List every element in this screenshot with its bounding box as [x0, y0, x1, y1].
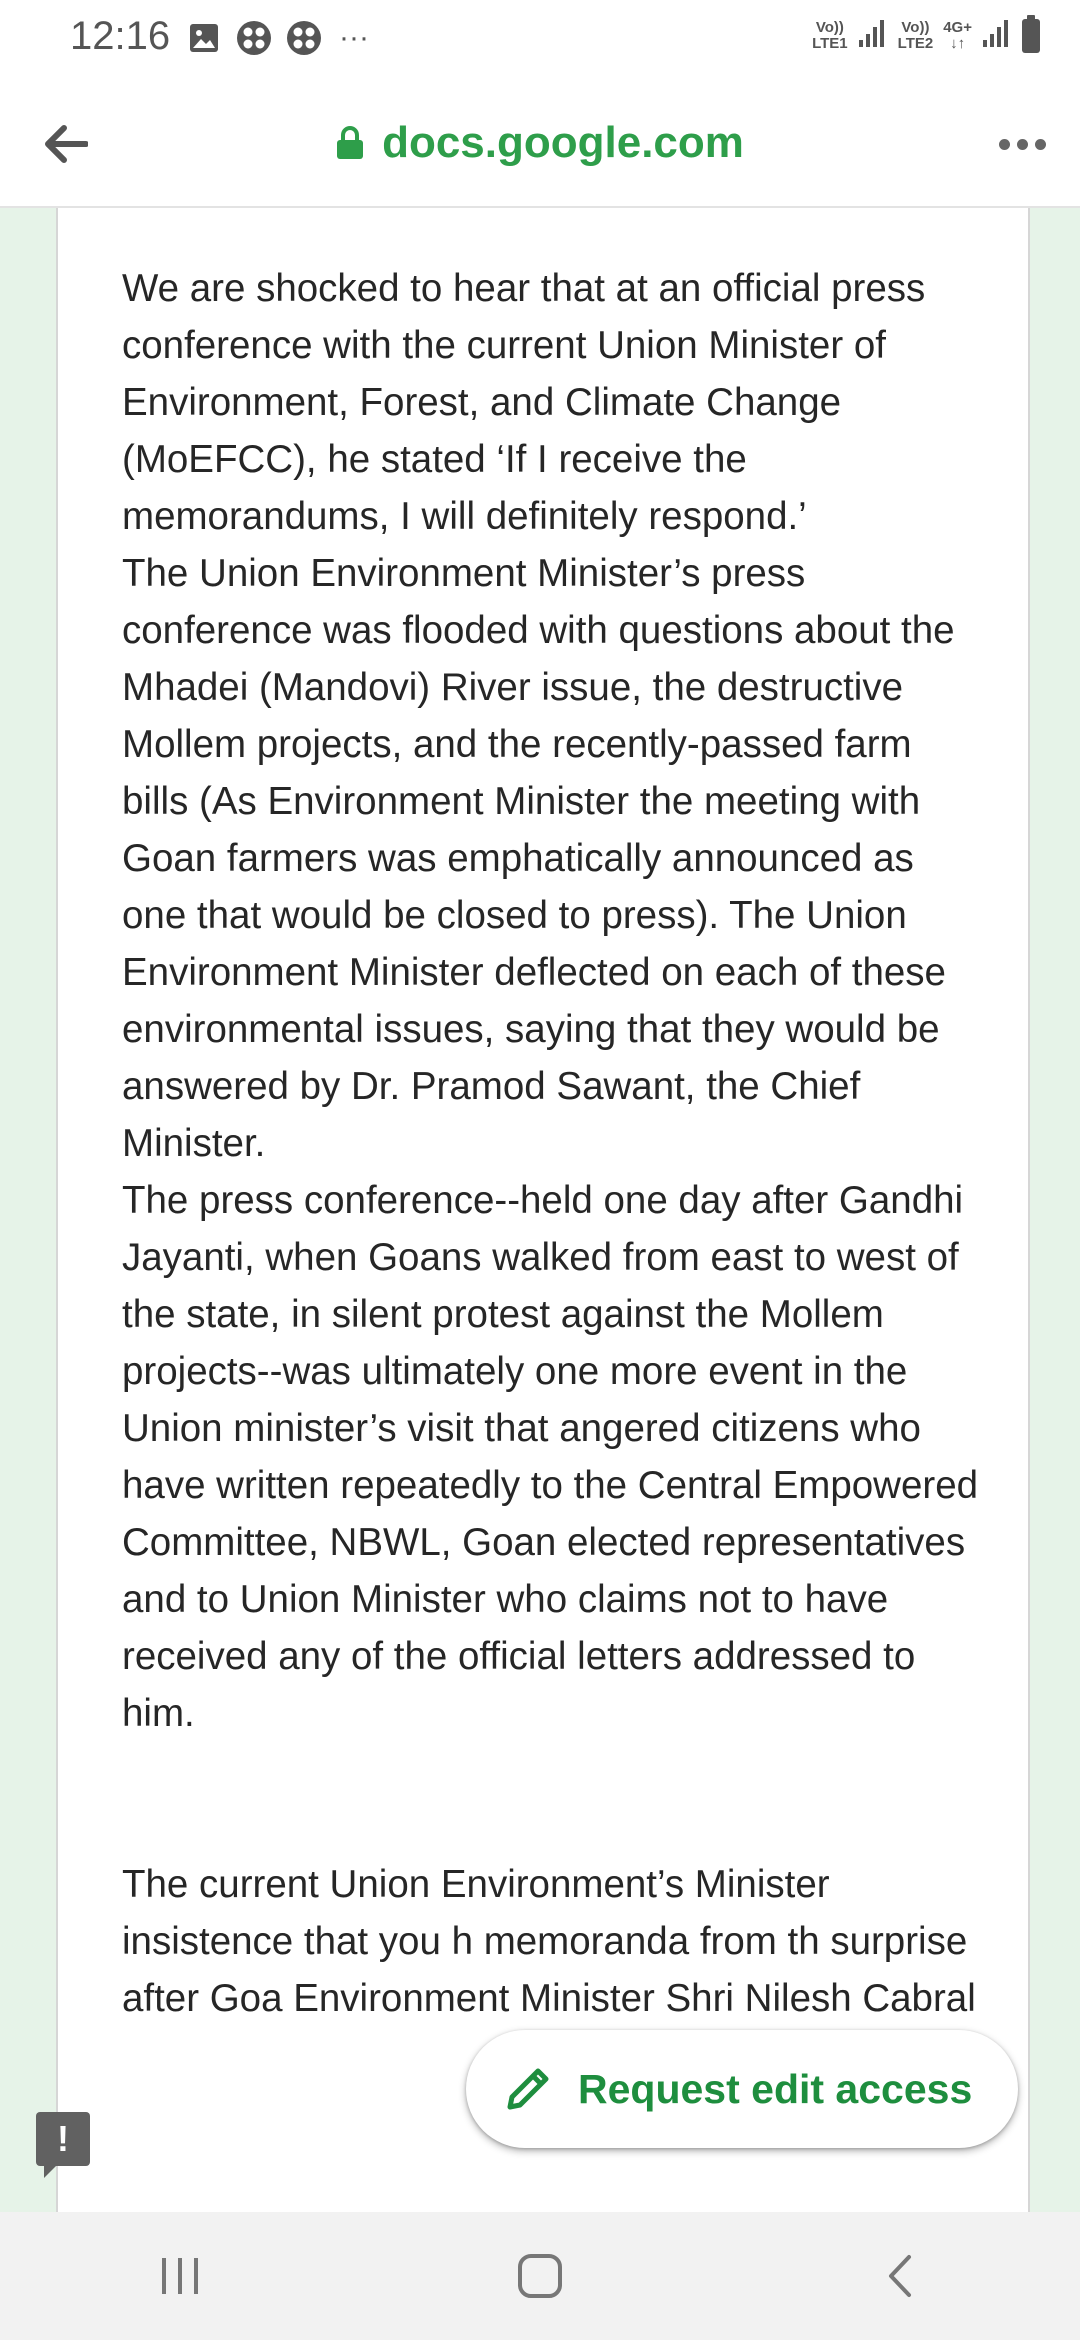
signal-icon-sim1: [858, 18, 888, 53]
paragraph-spacer: [122, 1742, 982, 1856]
image-icon: [186, 20, 222, 56]
back-icon[interactable]: [840, 2236, 960, 2316]
system-navigation-bar: [0, 2212, 1080, 2340]
feedback-icon[interactable]: !: [36, 2112, 90, 2166]
network-type: 4G+ ↓↑: [943, 18, 972, 52]
status-time: 12:16: [70, 14, 171, 58]
sim2-label: Vo)) LTE2: [897, 18, 934, 52]
status-bar: [0, 0, 1080, 80]
document-page[interactable]: [56, 208, 1030, 2212]
paragraph-2: The Union Environment Minister’s press conference was flooded with questions about the Mhadei (Mandovi) River issue, the destructive Mollem projects, and the recently-passed farm bills (As Environment Minister the meeting with Goan farmers was emphatically announced as one that would be closed to press). The Union Environment Minister deflected on each of these environmental issues, saying that they would be answered by Dr. Pramod Sawant, the Chief Minister.: [122, 552, 966, 1165]
sim1-label: Vo)) LTE1: [812, 18, 848, 52]
pencil-icon: [500, 2061, 556, 2117]
lock-icon: [336, 125, 366, 161]
url-text: docs.google.com: [382, 118, 744, 167]
notification-icons: [186, 20, 372, 56]
recent-apps-icon[interactable]: [120, 2236, 240, 2316]
paragraph-1: We are shocked to hear that at an official press conference with the current Union Minister of Environment, Forest, and Climate Change (MoEFCC), he stated ‘If I receive the memorandums, I will definitely respond.’: [122, 267, 936, 538]
battery-icon: [1022, 19, 1040, 53]
home-icon[interactable]: [480, 2236, 600, 2316]
document-text: [122, 260, 989, 2027]
url-bar[interactable]: [0, 118, 1080, 168]
more-notifications-icon: ···: [339, 21, 369, 54]
more-options-icon[interactable]: [992, 122, 1052, 166]
paragraph-3: The press conference--held one day after Gandhi Jayanti, when Goans walked from east to west of the state, in silent protest against the Mollem projects--was ultimately one more event in the Union minister’s visit that angered citizens who have written repeatedly to the Central Empowered Committee, NBWL, Goan elected representatives and to Union Minister who claims not to have received any of the official letters addressed to him.: [122, 1179, 989, 1735]
paragraph-4: The current Union Environment’s Minister insistence that you h memoranda from th surprise after Goa Environment Minister Shri Nilesh Cabral: [122, 1863, 978, 2020]
status-right: [812, 18, 1040, 53]
request-edit-access-label: Request edit access: [578, 2065, 973, 2112]
browser-toolbar: [0, 80, 1080, 208]
app-notification-icon-2: [286, 20, 322, 56]
request-edit-access-button[interactable]: [466, 2030, 1018, 2148]
app-notification-icon: [236, 20, 272, 56]
signal-icon-sim2: [982, 18, 1012, 53]
